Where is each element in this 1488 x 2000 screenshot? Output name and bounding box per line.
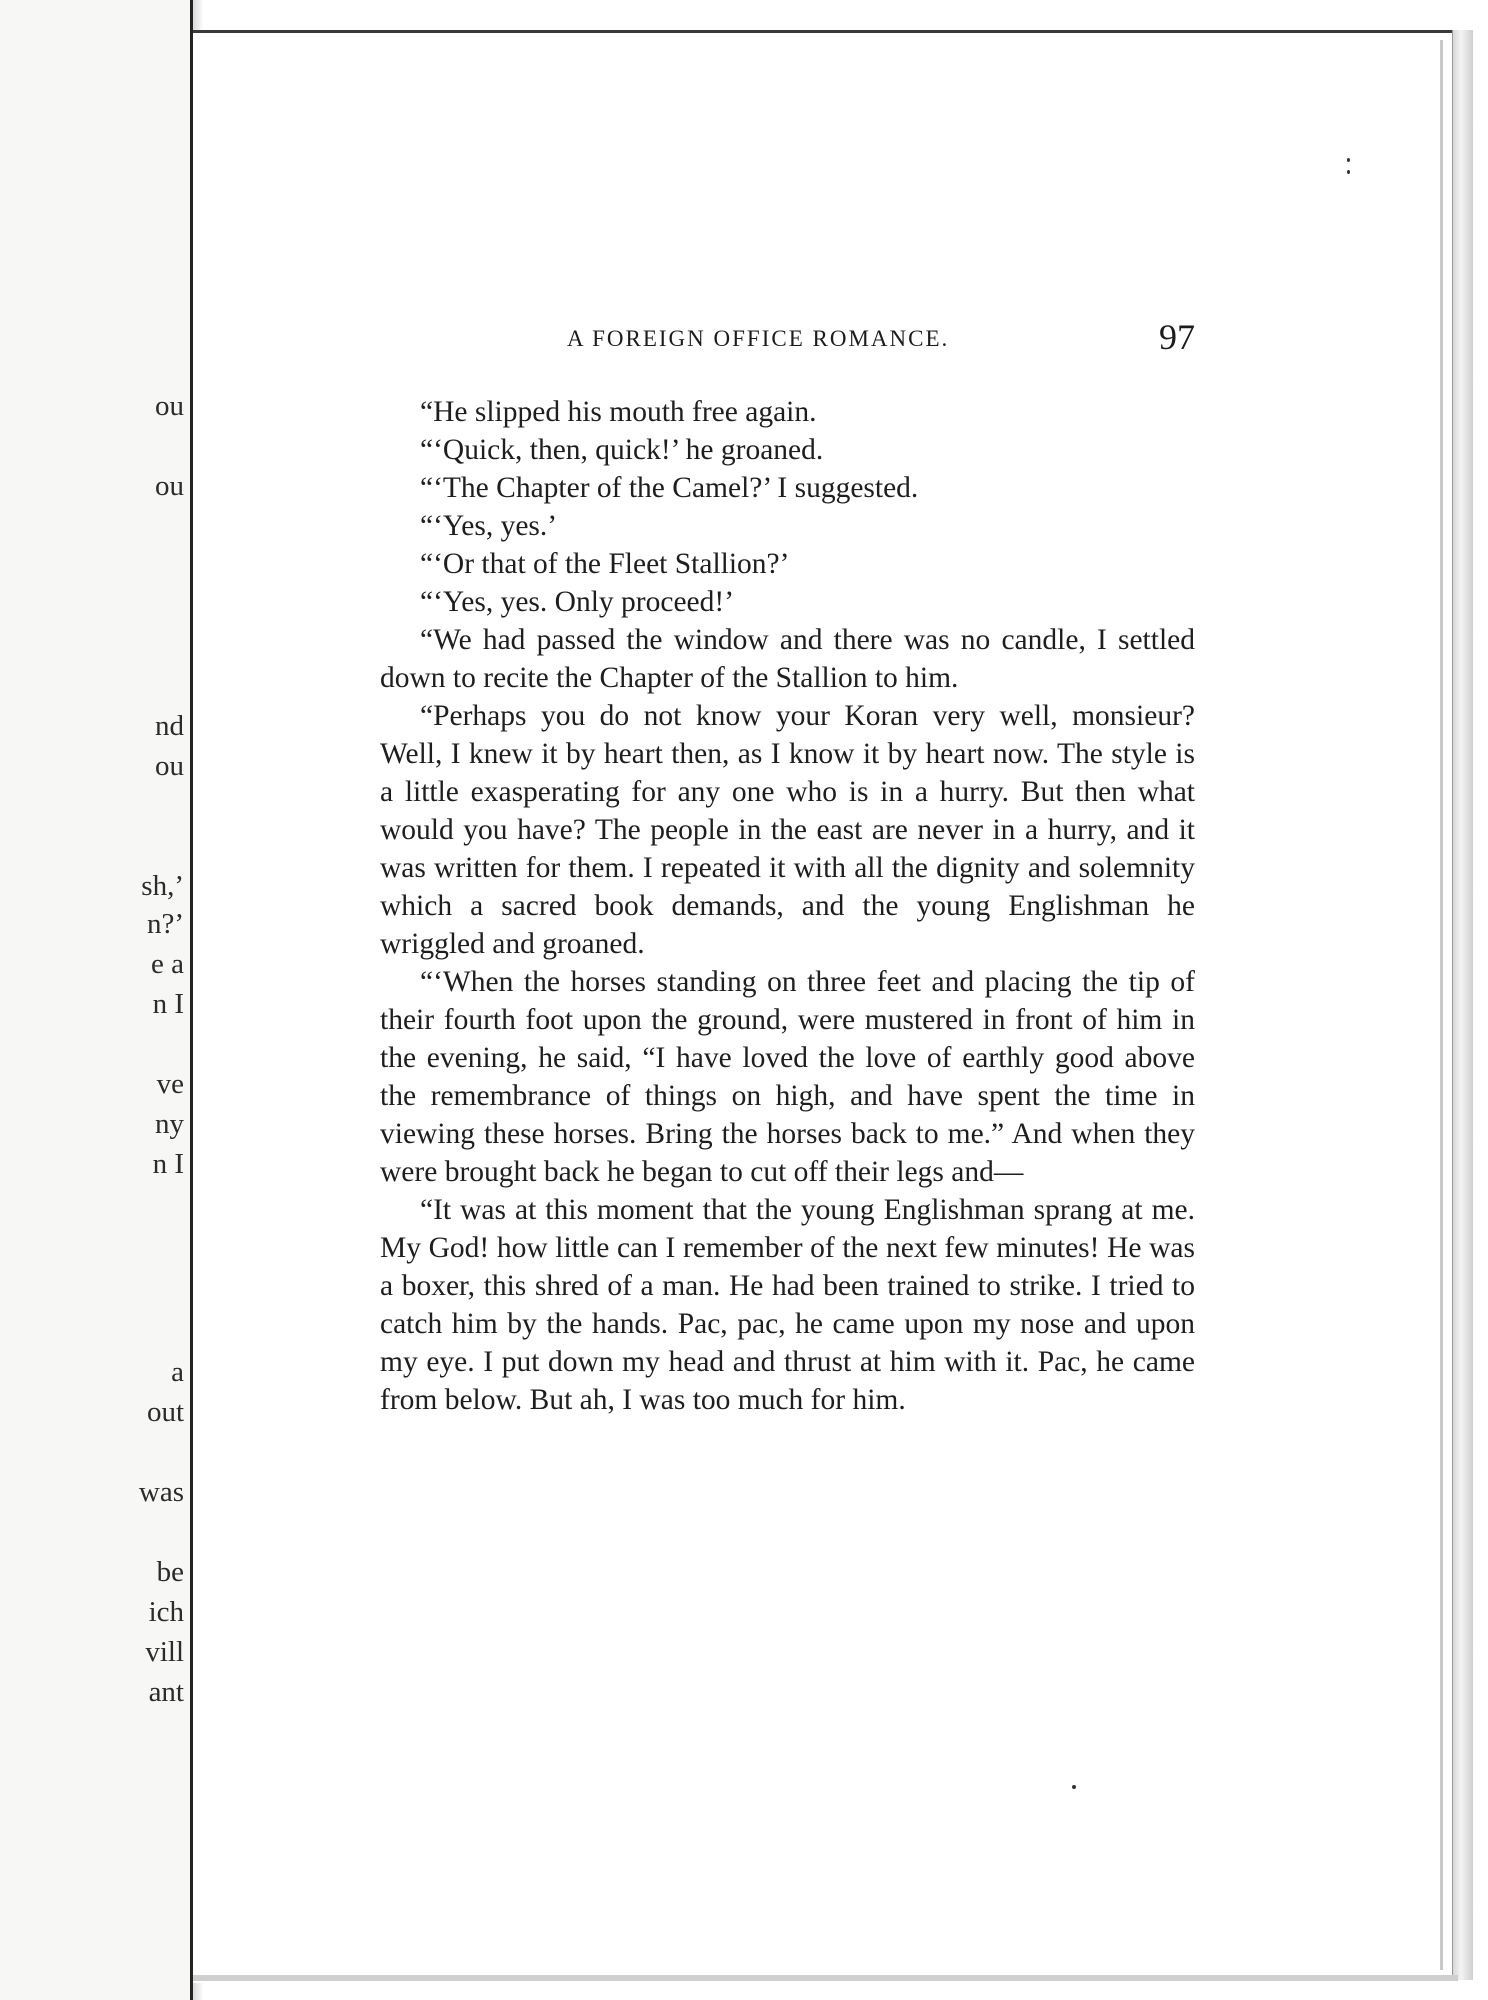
facing-page-fragment: ve [156, 1070, 184, 1099]
body-text [380, 393, 1195, 1419]
facing-page-fragment: ny [155, 1110, 184, 1139]
page-bottom-edge [193, 1975, 1458, 1981]
facing-page-fragment: ou [155, 392, 184, 421]
dialogue-line: “He slipped his mouth free again. [420, 396, 817, 428]
facing-page-fragment: be [156, 1558, 184, 1587]
facing-page-fragment: sh,’ [141, 872, 184, 901]
dialogue-line: “‘Quick, then, quick!’ he groaned. [420, 434, 824, 466]
dialogue-line: “‘The Chapter of the Camel?’ I suggested. [420, 472, 919, 504]
dialogue-line: “‘Yes, yes. Only proceed!’ [420, 586, 735, 618]
paragraph: “We had passed the window and there was no candle, I settled down to recite the Chapter of the Stallion to him. [380, 624, 1195, 694]
facing-page-fragment: out [146, 1398, 184, 1427]
paragraph: “It was at this moment that the young Englishman sprang at me. My God! how little can I remember of the next few minutes! He was a boxer, this shred of a man. He had been trained to strike. I tried to catch him by the hands. Pac, pac, he came upon my nose and upon my eye. I put down my head and thrust at him with it. Pac, he came from below. But ah, I was too much for him. [380, 1194, 1195, 1416]
dialogue-line: “‘Or that of the Fleet Stallion?’ [420, 548, 790, 580]
facing-page [0, 0, 193, 2000]
facing-page-fragment: e a [151, 950, 184, 979]
facing-page-fragment: n I [152, 1150, 184, 1179]
facing-page-fragment: ant [148, 1678, 184, 1707]
facing-page-fragment: nd [155, 712, 184, 741]
facing-page-fragment: ou [155, 752, 184, 781]
dialogue-line: “‘Yes, yes.’ [420, 510, 558, 542]
ink-speck [1347, 170, 1350, 174]
facing-page-fragment: n I [152, 990, 184, 1019]
facing-page-fragment: was [138, 1478, 184, 1507]
facing-page-fragment: ou [155, 472, 184, 501]
facing-page-fragment: ich [148, 1598, 184, 1627]
facing-page-fragment: vill [145, 1638, 184, 1667]
ink-speck [1347, 158, 1350, 162]
page-edge-line [1440, 40, 1443, 1970]
page-edge [1452, 30, 1473, 1980]
ink-speck [1072, 1785, 1076, 1789]
facing-page-fragment: a [171, 1358, 184, 1387]
paragraph: “‘When the horses standing on three feet and placing the tip of their fourth foot upon the ground, were mustered in front of him in the evening, he said, “I have loved the love of earthly good above the remembrance of things on high, and have spent the time in viewing these horses. Bring the horses back to me.” And when they were brought back he began to cut off their legs and— [380, 966, 1195, 1188]
running-title: A FOREIGN OFFICE ROMANCE. [567, 326, 950, 351]
facing-page-fragment: n?’ [146, 910, 184, 939]
page-header [380, 317, 1195, 366]
page-number: 97 [1159, 317, 1195, 357]
paragraph: “Perhaps you do not know your Koran very well, monsieur? Well, I knew it by heart then, as I know it by heart now. The style is a little exasperating for any one who is in a hurry. But then what would you have? The people in the east are never in a hurry, and it was written for them. I repeated it with all the dignity and solemnity which a sacred book demands, and the young Englishman he wriggled and groaned. [380, 700, 1195, 960]
